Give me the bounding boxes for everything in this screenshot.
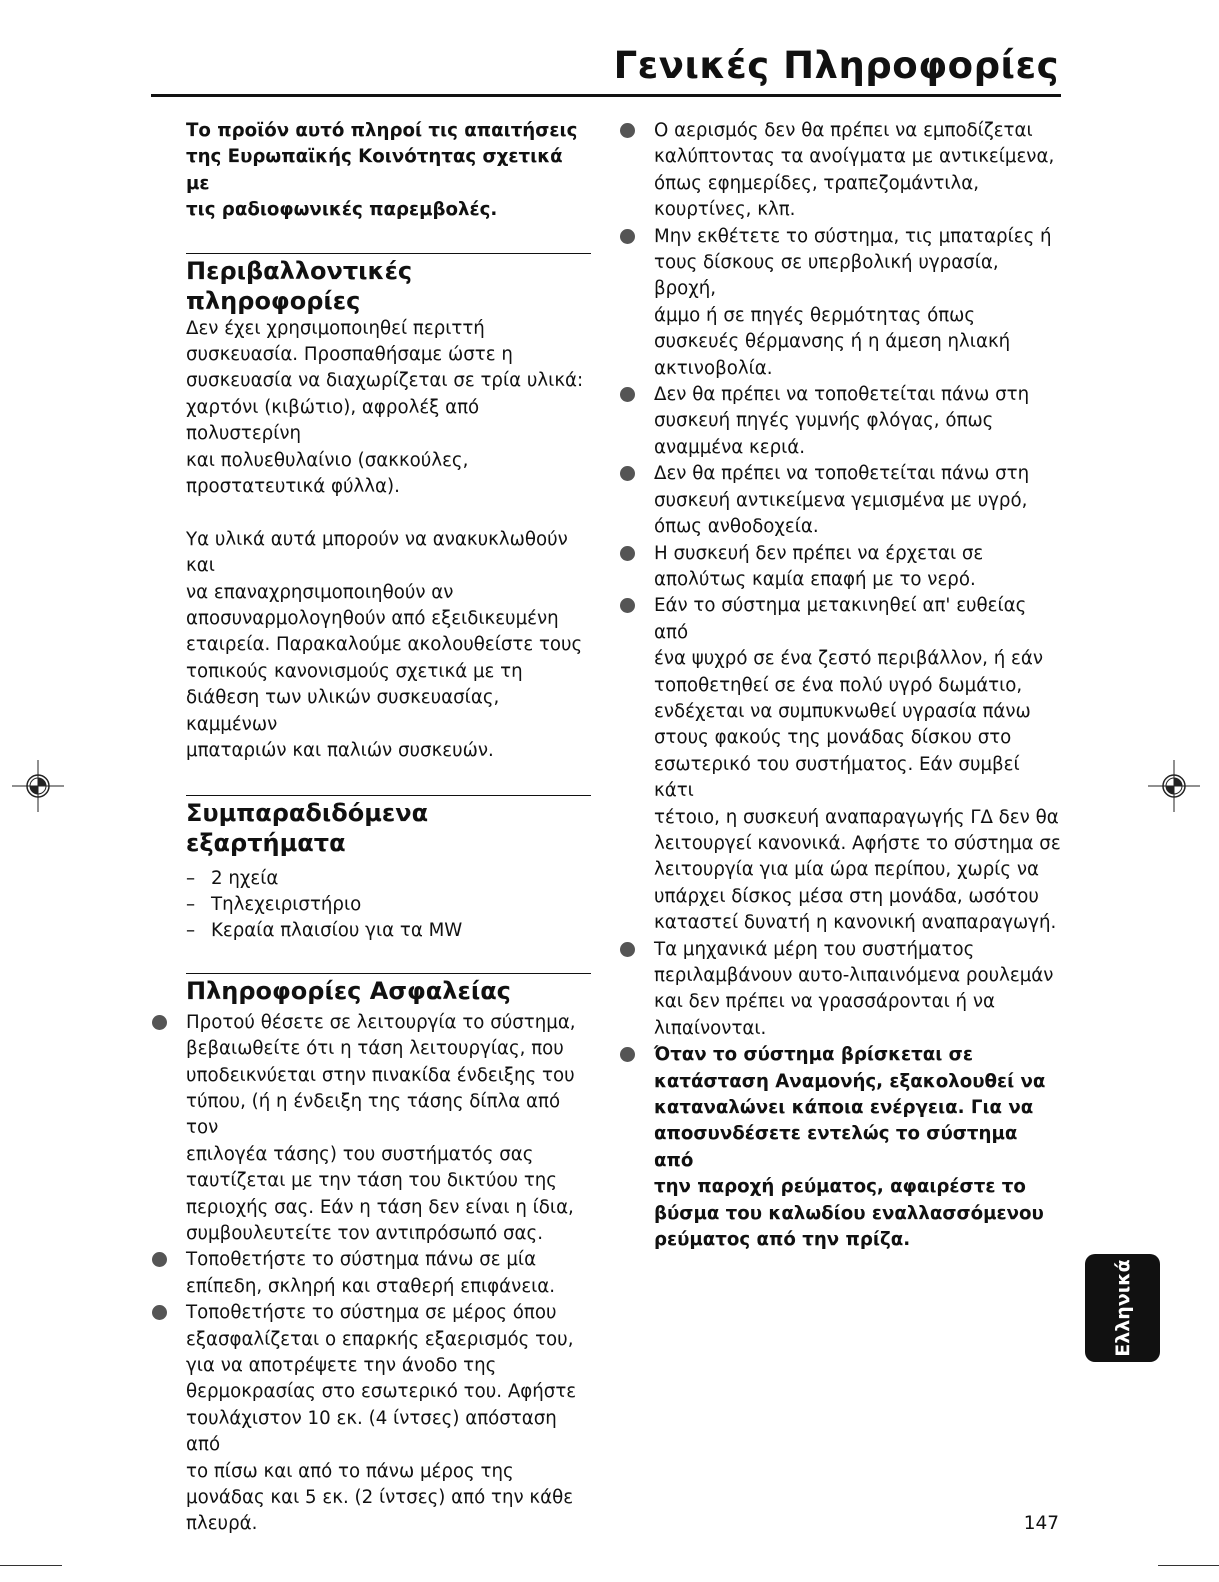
language-tab	[1085, 1254, 1160, 1362]
dash-marker: –	[186, 867, 196, 889]
item-label: Κεραία πλαισίου για τα MW	[211, 920, 463, 942]
text-line: να επαναχρησιμοποιηθούν αν	[186, 581, 454, 603]
item-label: Τηλεχειριστήριο	[211, 893, 362, 915]
text-line: όπως εφημερίδες, τραπεζομάντιλα,	[654, 172, 980, 194]
text-line: και πολυεθυλαίνιο (σακκούλες,	[186, 449, 469, 471]
text-line: Τα μηχανικά μέρη του συστήματος	[654, 938, 975, 960]
bullet-item	[654, 461, 1062, 540]
accessories-list	[186, 866, 591, 945]
registration-mark-icon	[12, 760, 64, 812]
text-line: Δεν έχει χρησιμοποιηθεί περιττή	[186, 317, 485, 339]
text-line: πλευρά.	[186, 1513, 258, 1535]
text-line: Προτού θέσετε σε λειτουργία το σύστημα,	[186, 1011, 576, 1033]
text-line: συμβουλευτείτε τον αντιπρόσωπό σας.	[186, 1222, 543, 1244]
dash-marker: –	[186, 920, 196, 942]
text-line: ταυτίζεται με την τάση του δικτύου της	[186, 1170, 557, 1192]
crop-line	[0, 1565, 62, 1566]
text-line: αναμμένα κεριά.	[654, 436, 806, 458]
bullet-item	[654, 937, 1062, 1043]
text-line: θερμοκρασίας στο εσωτερικό του. Αφήστε	[186, 1381, 577, 1403]
text-line: τέτοιο, η συσκευή αναπαραγωγής ΓΔ δεν θα	[654, 806, 1059, 828]
bullet-item	[186, 1300, 591, 1538]
text-line: υποδεικνύεται στην πινακίδα ένδειξης του	[186, 1064, 575, 1086]
list-item	[186, 892, 591, 918]
text-line: περιλαμβάνουν αυτο-λιπαινόμενα ρουλεμάν	[654, 965, 1054, 986]
bullet-dot-icon	[620, 123, 635, 138]
text-line: λειτουργεί κανονικά. Αφήστε το σύστημα σε	[654, 832, 1061, 854]
text-line: και δεν πρέπει να γρασσάρονται ή να	[654, 991, 996, 1013]
text-line: Δεν θα πρέπει να τοποθετείται πάνω στη	[654, 463, 1030, 485]
bullet-dot-icon	[620, 546, 635, 561]
text-line: διάθεση των υλικών συσκευασίας, καμμένων	[186, 687, 500, 735]
bullet-dot-icon	[152, 1305, 167, 1320]
environment-heading: Περιβαλλοντικές πληροφορίες	[186, 256, 413, 315]
text-line: καταστεί δυνατή η κανονική αναπαραγωγή.	[654, 912, 1057, 934]
page-number: 147	[1023, 1513, 1059, 1534]
environment-paragraph-1	[186, 316, 591, 501]
left-column	[186, 118, 591, 1538]
text-line: κουρτίνες, κλπ.	[654, 199, 796, 221]
bullet-dot-icon	[620, 942, 635, 957]
text-line: συσκευές θέρμανσης ή η άμεση ηλιακή	[654, 331, 1011, 353]
text-line: συσκευή αντικείμενα γεμισμένα με υγρό,	[654, 489, 1028, 511]
right-column	[654, 118, 1062, 1253]
bullet-dot-icon	[152, 1015, 167, 1030]
bullet-item	[654, 224, 1062, 382]
dash-marker: –	[186, 893, 196, 915]
text-line: ρεύματος από την πρίζα.	[654, 1229, 911, 1251]
bullet-dot-icon	[620, 1047, 635, 1062]
text-line: Μην εκθέτετε το σύστημα, τις μπαταρίες ή	[654, 225, 1052, 247]
text-line: άμμο ή σε πηγές θερμότητας όπως	[654, 304, 976, 326]
text-line: χαρτόνι (κιβώτιο), αφρολέξ από πολυστερίνη	[186, 396, 480, 445]
list-item	[186, 918, 591, 944]
text-line: μονάδας και 5 εκ. (2 ίντσες) από την κάθε	[186, 1487, 574, 1509]
bullet-item	[186, 1010, 591, 1248]
text-line: επίπεδη, σκληρή και σταθερή επιφάνεια.	[186, 1275, 556, 1297]
text-line: περιοχής σας. Εάν η τάση δεν είναι η ίδια,	[186, 1196, 574, 1218]
safety-list-left	[186, 1010, 591, 1538]
bullet-item	[654, 593, 1062, 936]
crop-line	[1158, 1565, 1219, 1566]
text-line: Δεν θα πρέπει να τοποθετείται πάνω στη	[654, 384, 1030, 406]
text-line: Τοποθετήστε το σύστημα πάνω σε μία	[186, 1249, 537, 1271]
title-rule	[151, 94, 1061, 97]
bullet-item	[654, 382, 1062, 461]
bullet-dot-icon	[620, 387, 635, 402]
bullet-item	[654, 1042, 1062, 1253]
text-line: το πίσω και από το πάνω μέρος της	[186, 1460, 514, 1482]
text-line: ακτινοβολία.	[654, 357, 773, 379]
text-line: όπως ανθοδοχεία.	[654, 516, 819, 538]
text-line: την παροχή ρεύματος, αφαιρέστε το	[654, 1176, 1026, 1198]
bullet-dot-icon	[152, 1252, 167, 1267]
text-line: μπαταριών και παλιών συσκευών.	[186, 740, 494, 762]
text-line: καταναλώνει κάποια ενέργεια. Για να	[654, 1097, 1034, 1119]
text-line: απολύτως καμία επαφή με το νερό.	[654, 568, 976, 590]
text-line: βεβαιωθείτε ότι η τάση λειτουργίας, που	[186, 1038, 564, 1060]
text-line: στους φακούς της μονάδας δίσκου στο	[654, 727, 1012, 749]
text-line: Εάν το σύστημα μετακινηθεί απ' ευθείας από	[654, 595, 1027, 643]
section-rule	[186, 253, 591, 254]
safety-heading: Πληροφορίες Ασφαλείας	[186, 976, 511, 1005]
intro-line: τις ραδιοφωνικές παρεμβολές.	[186, 199, 498, 221]
language-tab-label: Ελληνικά	[1111, 1259, 1134, 1357]
bullet-dot-icon	[620, 598, 635, 613]
text-line: συσκευή πηγές γυμνής φλόγας, όπως	[654, 410, 994, 432]
text-line: τοποθετηθεί σε ένα πολύ υγρό δωμάτιο,	[654, 674, 1023, 696]
text-line: τύπου, (ή η ένδειξη της τάσης δίπλα από τον	[186, 1090, 561, 1139]
text-line: επιλογέα τάσης) του συστήματός σας	[186, 1143, 534, 1165]
text-line: Υα υλικά αυτά μπορούν να ανακυκλωθούν και	[186, 528, 568, 577]
text-line: Όταν το σύστημα βρίσκεται σε	[654, 1044, 973, 1066]
item-label: 2 ηχεία	[211, 867, 279, 889]
text-line: εταιρεία. Παρακαλούμε ακολουθείστε τους	[186, 634, 583, 656]
accessories-heading: Συμπαραδιδόμενα εξαρτήματα	[186, 798, 429, 857]
safety-list-right	[654, 118, 1062, 1253]
text-line: καλύπτοντας τα ανοίγματα με αντικείμενα,	[654, 146, 1055, 168]
text-line: λειτουργία για μία ώρα περίπου, χωρίς να	[654, 859, 1039, 881]
text-line: για να αποτρέψετε την άνοδο της	[186, 1355, 497, 1377]
environment-paragraph-2	[186, 527, 591, 765]
text-line: ενδέχεται να συμπυκνωθεί υγρασία πάνω	[654, 700, 1031, 722]
text-line: προστατευτικά φύλλα).	[186, 476, 400, 498]
bullet-item	[654, 118, 1062, 224]
text-line: αποσυνδέσετε εντελώς το σύστημα από	[654, 1123, 1018, 1171]
section-rule	[186, 973, 591, 974]
list-item	[186, 866, 591, 892]
text-line: λιπαίνονται.	[654, 1017, 767, 1039]
text-line: ένα ψυχρό σε ένα ζεστό περιβάλλον, ή εάν	[654, 648, 1043, 670]
text-line: εξασφαλίζεται ο επαρκής εξαερισμός του,	[186, 1328, 574, 1350]
text-line: κατάσταση Αναμονής, εξακολουθεί να	[654, 1070, 1046, 1092]
text-line: Ο αερισμός δεν θα πρέπει να εμποδίζεται	[654, 120, 1033, 141]
text-line: υπάρχει δίσκος μέσα στη μονάδα, ωσότου	[654, 885, 1039, 907]
text-line: Τοποθετήστε το σύστημα σε μέρος όπου	[186, 1302, 557, 1324]
text-line: τουλάχιστον 10 εκ. (4 ίντσες) απόσταση από	[186, 1407, 557, 1456]
bullet-dot-icon	[620, 466, 635, 481]
text-line: βύσμα του καλωδίου εναλλασσόμενου	[654, 1202, 1044, 1224]
text-line: συσκευασία. Προσπαθήσαμε ώστε η	[186, 344, 513, 366]
page-title: Γενικές Πληροφορίες	[613, 44, 1059, 87]
registration-mark-icon	[1148, 760, 1200, 812]
bullet-item	[186, 1247, 591, 1300]
section-rule	[186, 795, 591, 796]
text-line: αποσυναρμολογηθούν από εξειδικευμένη	[186, 608, 559, 630]
bullet-item	[654, 541, 1062, 594]
text-line: τοπικούς κανονισμούς σχετικά με τη	[186, 660, 523, 682]
text-line: συσκευασία να διαχωρίζεται σε τρία υλικά:	[186, 370, 584, 392]
text-line: τους δίσκους σε υπερβολική υγρασία, βροχή,	[654, 252, 999, 300]
text-line: Η συσκευή δεν πρέπει να έρχεται σε	[654, 542, 984, 564]
intro-line: της Ευρωπαϊκής Κοινότητας σχετικά με	[186, 146, 563, 194]
intro-paragraph	[186, 118, 591, 224]
text-line: εσωτερικό του συστήματος. Εάν συμβεί κάτι	[654, 753, 1020, 802]
intro-line: Το προϊόν αυτό πληροί τις απαιτήσεις	[186, 120, 578, 141]
bullet-dot-icon	[620, 229, 635, 244]
